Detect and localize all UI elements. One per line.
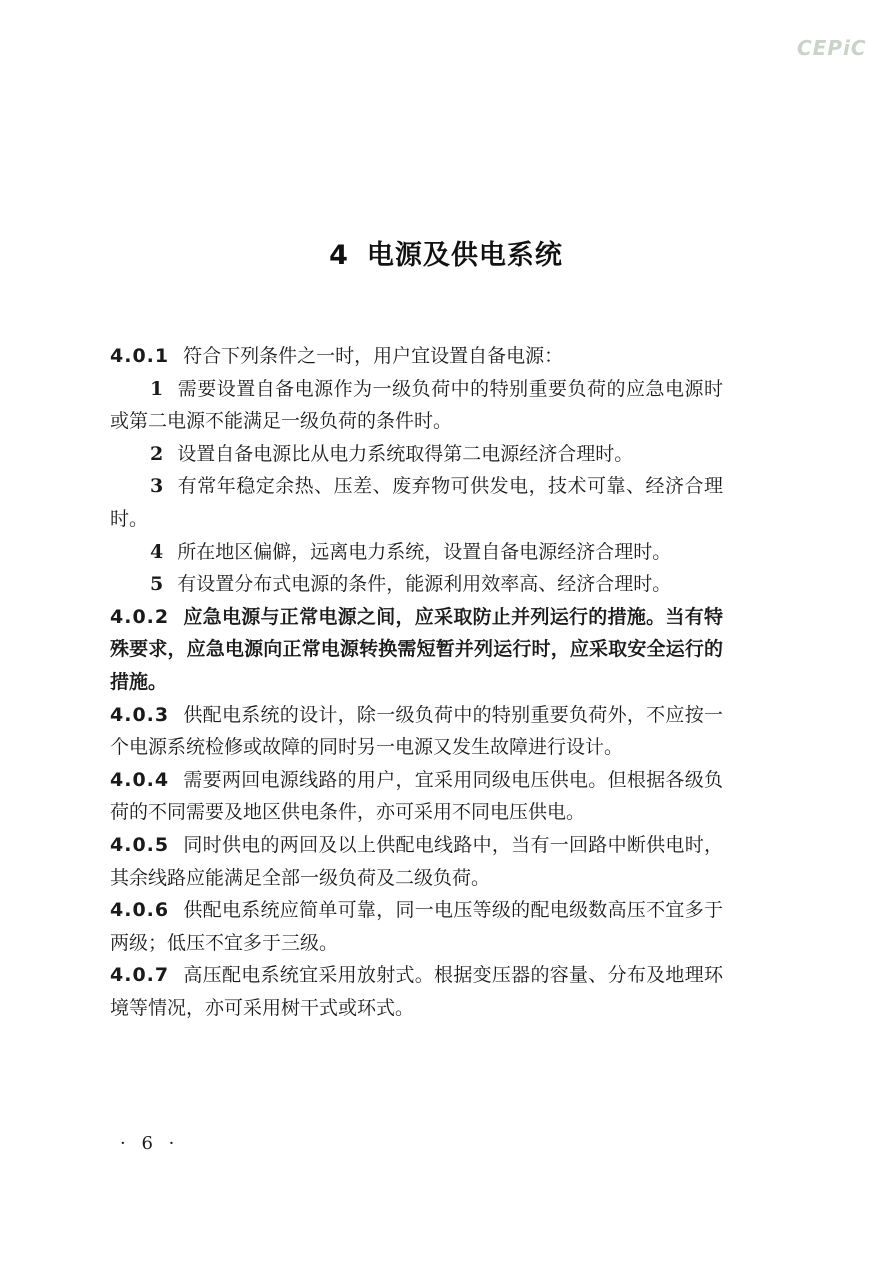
clause-number: 4.0.6 xyxy=(110,899,170,922)
clause-4-0-4 xyxy=(110,764,723,829)
chapter-title: 电源及供电系统 xyxy=(366,240,563,271)
item-number: 1 xyxy=(150,377,164,400)
list-item xyxy=(110,438,723,471)
list-item xyxy=(110,536,723,569)
clause-list xyxy=(110,340,723,1024)
clause-number: 4.0.5 xyxy=(110,833,170,856)
clause-text: 供配电系统的设计，除一级负荷中的特别重要负荷外，不应按一个电源系统检修或故障的同时另一电源又发生故障进行设计。 xyxy=(110,703,723,759)
clause-number: 4.0.4 xyxy=(110,768,170,791)
list-item xyxy=(110,470,723,535)
chapter-heading xyxy=(0,233,892,272)
clause-text: 符合下列条件之一时，用户宜设置自备电源： xyxy=(183,345,564,367)
clause-4-0-1 xyxy=(110,340,723,373)
clause-number: 4.0.2 xyxy=(110,605,170,628)
clause-4-0-5 xyxy=(110,829,723,894)
clause-text: 同时供电的两回及以上供配电线路中，当有一回路中断供电时，其余线路应能满足全部一级负荷及二级负荷。 xyxy=(110,833,723,889)
item-number: 2 xyxy=(150,442,164,465)
publisher-watermark: CEPiC xyxy=(797,36,867,60)
item-number: 3 xyxy=(150,475,164,498)
item-text: 有常年稳定余热、压差、废弃物可供发电，技术可靠、经济合理时。 xyxy=(110,475,723,530)
item-text: 需要设置自备电源作为一级负荷中的特别重要负荷的应急电源时或第二电源不能满足一级负荷的条件时。 xyxy=(110,377,723,433)
item-text: 有设置分布式电源的条件，能源利用效率高、经济合理时。 xyxy=(177,573,672,596)
clause-4-0-6 xyxy=(110,894,723,959)
chapter-number: 4 xyxy=(329,240,349,271)
item-text: 所在地区偏僻，远离电力系统，设置自备电源经济合理时。 xyxy=(177,540,672,563)
clause-4-0-7 xyxy=(110,959,723,1024)
clause-text: 供配电系统应简单可靠，同一电压等级的配电级数高压不宜多于两级；低压不宜多于三级。 xyxy=(110,899,723,954)
clause-number: 4.0.3 xyxy=(110,703,170,726)
clause-text: 需要两回电源线路的用户，宜采用同级电压供电。但根据各级负荷的不同需要及地区供电条件，亦可采用不同电压供电。 xyxy=(110,768,723,824)
clause-4-0-2 xyxy=(110,601,723,699)
item-number: 5 xyxy=(150,573,164,596)
item-text: 设置自备电源比从电力系统取得第二电源经济合理时。 xyxy=(177,442,634,465)
clause-text: 高压配电系统宜采用放射式。根据变压器的容量、分布及地理环境等情况，亦可采用树干式或环式。 xyxy=(110,964,723,1019)
list-item xyxy=(110,373,723,438)
item-number: 4 xyxy=(150,540,164,563)
clause-4-0-3 xyxy=(110,699,723,764)
list-item xyxy=(110,568,723,601)
clause-number: 4.0.7 xyxy=(110,964,170,987)
clause-text: 应急电源与正常电源之间，应采取防止并列运行的措施。当有特殊要求，应急电源向正常电源转换需短暂并列运行时，应采取安全运行的措施。 xyxy=(110,605,723,693)
page-number: · 6 · xyxy=(120,1133,180,1154)
clause-number: 4.0.1 xyxy=(110,345,170,367)
